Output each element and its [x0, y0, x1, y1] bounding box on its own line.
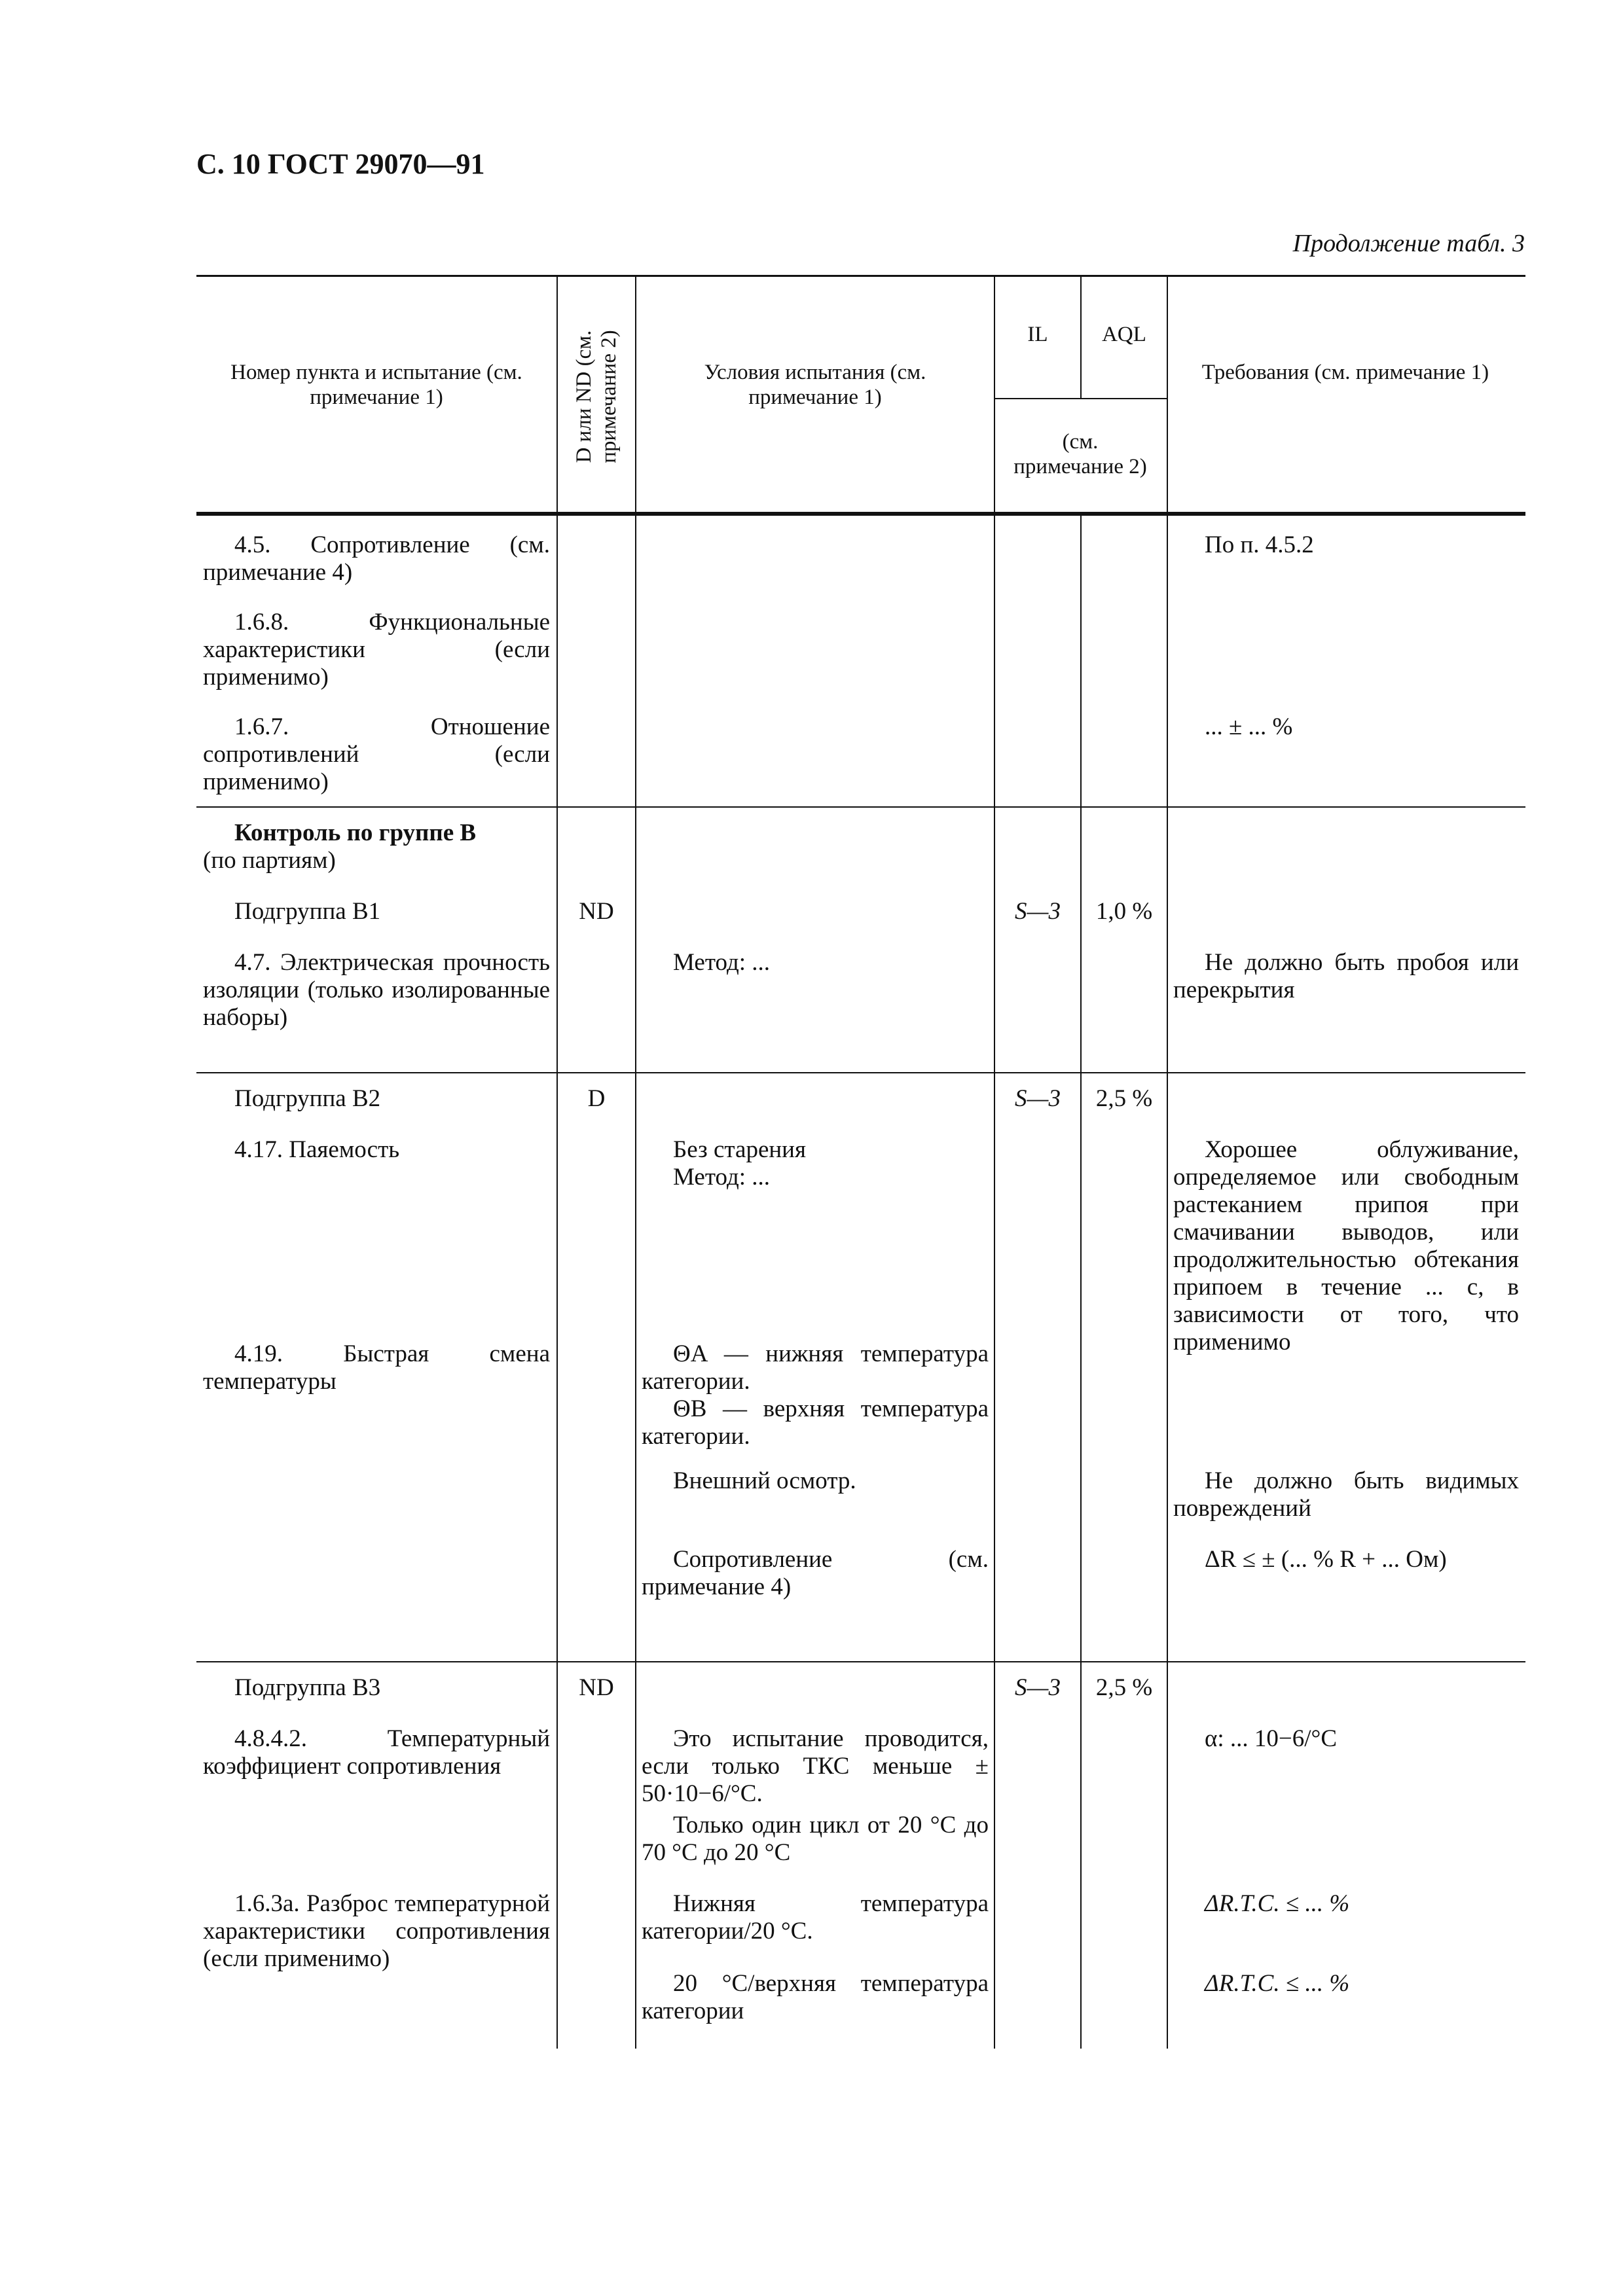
cond-4-19-a: ΘA — нижняя температура категории. — [642, 1340, 989, 1395]
test-1-6-3a: 1.6.3а. Разброс температурной характеристики сопротивления (если применимо) — [203, 1890, 550, 1972]
req-4-8-4-2: α: ... 10−6/°С — [1205, 1725, 1338, 1752]
b3-dnd: ND — [579, 1674, 614, 1701]
b3-il-value: S—3 — [1015, 1674, 1061, 1701]
cond-4-8-4-2-a: Это испытание проводится, если только ТКС меньше ± 50·10−6/°С. — [642, 1725, 989, 1807]
cond-4-17-a: Без старения — [673, 1136, 806, 1163]
b1-il — [995, 898, 1080, 925]
cond-resistance: Сопротивление (см. примечание 4) — [642, 1546, 989, 1600]
header-il: IL — [1027, 323, 1048, 346]
col-rule-4b — [1080, 516, 1082, 2049]
b2-il-value: S—3 — [1015, 1085, 1061, 1112]
header-bottom-rule — [196, 512, 1525, 516]
cond-1-6-3a-b: 20 °С/верхняя температура категории — [642, 1970, 989, 2024]
req-1-6-7: ... ± ... % — [1205, 713, 1293, 740]
header-il-aql-note: (см. примечание 2) — [1013, 430, 1147, 478]
b2-il — [995, 1085, 1080, 1113]
b1-aql: 1,0 % — [1095, 898, 1153, 925]
b1-il-value: S—3 — [1015, 898, 1061, 925]
b3-aql: 2,5 % — [1095, 1674, 1153, 1701]
test-1-6-8: 1.6.8. Функциональные характеристики (если применимо) — [203, 609, 550, 691]
test-4-7: 4.7. Электрическая прочность изоляции (только изолированные наборы) — [203, 949, 550, 1031]
b2-dnd: D — [587, 1085, 606, 1112]
page-header: С. 10 ГОСТ 29070—91 — [196, 148, 485, 180]
section-divider-1 — [196, 806, 1525, 808]
col-rule-5 — [1167, 275, 1168, 2049]
cond-4-17-b: Метод: ... — [673, 1164, 771, 1191]
req-resistance: ΔR ≤ ± (... % R + ... Ом) — [1205, 1546, 1447, 1573]
section-divider-3 — [196, 1661, 1525, 1662]
header-aql: AQL — [1102, 323, 1146, 346]
group-b-subtitle: (по партиям) — [203, 847, 336, 874]
req-visual-inspection: Не должно быть видимых повреждений — [1173, 1467, 1519, 1522]
b3-il — [995, 1674, 1080, 1702]
table-3 — [196, 275, 1525, 2049]
test-4-17: 4.17. Паяемость — [234, 1136, 400, 1163]
header-test-number: Номер пункта и испытание (см. примечание 1) — [230, 361, 522, 409]
subgroup-b1: Подгруппа В1 — [234, 898, 381, 925]
col-rule-3 — [994, 275, 995, 2049]
subgroup-b3: Подгруппа В3 — [234, 1674, 381, 1701]
cond-visual-inspection: Внешний осмотр. — [673, 1467, 856, 1494]
test-1-6-7: 1.6.7. Отношение сопротивлений (если применимо) — [203, 713, 550, 795]
cond-1-6-3a-a: Нижняя температура категории/20 °С. — [642, 1890, 989, 1945]
header-requirements: Требования (см. примечание 1) — [1201, 361, 1489, 384]
col-rule-1 — [556, 275, 558, 2049]
b1-dnd: ND — [579, 898, 614, 925]
col-rule-2 — [635, 275, 636, 2049]
req-1-6-3a-a: ΔR.T.C. ≤ ... % — [1205, 1890, 1350, 1917]
test-4-8-4-2: 4.8.4.2. Температурный коэффициент сопротивления — [203, 1725, 550, 1780]
b2-aql: 2,5 % — [1095, 1085, 1153, 1112]
req-4-7: Не должно быть пробоя или перекрытия — [1173, 949, 1519, 1003]
cond-4-19-b: ΘB — верхняя температура категории. — [642, 1395, 989, 1450]
test-4-19: 4.19. Быстрая смена температуры — [203, 1340, 550, 1395]
header-conditions: Условия испытания (см. примечание 1) — [704, 361, 926, 409]
subgroup-b2: Подгруппа В2 — [234, 1085, 381, 1112]
header-d-nd: D или ND (см. примечание 2) — [572, 330, 621, 463]
cond-4-8-4-2-b: Только один цикл от 20 °С до 70 °С до 20 °С — [642, 1812, 989, 1866]
table-continuation-label: Продолжение табл. 3 — [1292, 230, 1525, 257]
table-top-rule — [196, 275, 1525, 277]
cond-4-7: Метод: ... — [673, 949, 771, 976]
group-b-title: Контроль по группе В — [234, 819, 477, 846]
section-divider-2 — [196, 1072, 1525, 1073]
req-4-5: По п. 4.5.2 — [1205, 531, 1314, 558]
test-4-5: 4.5. Сопротивление (см. примечание 4) — [203, 531, 550, 586]
req-4-17: Хорошее облуживание, определяемое или свободным растеканием припоя при смачивании выводов, или продолжительностью обтекания припоем в течение ... с, в зависимости от того, что применимо — [1173, 1136, 1519, 1355]
req-1-6-3a-b: ΔR.T.C. ≤ ... % — [1205, 1970, 1350, 1997]
